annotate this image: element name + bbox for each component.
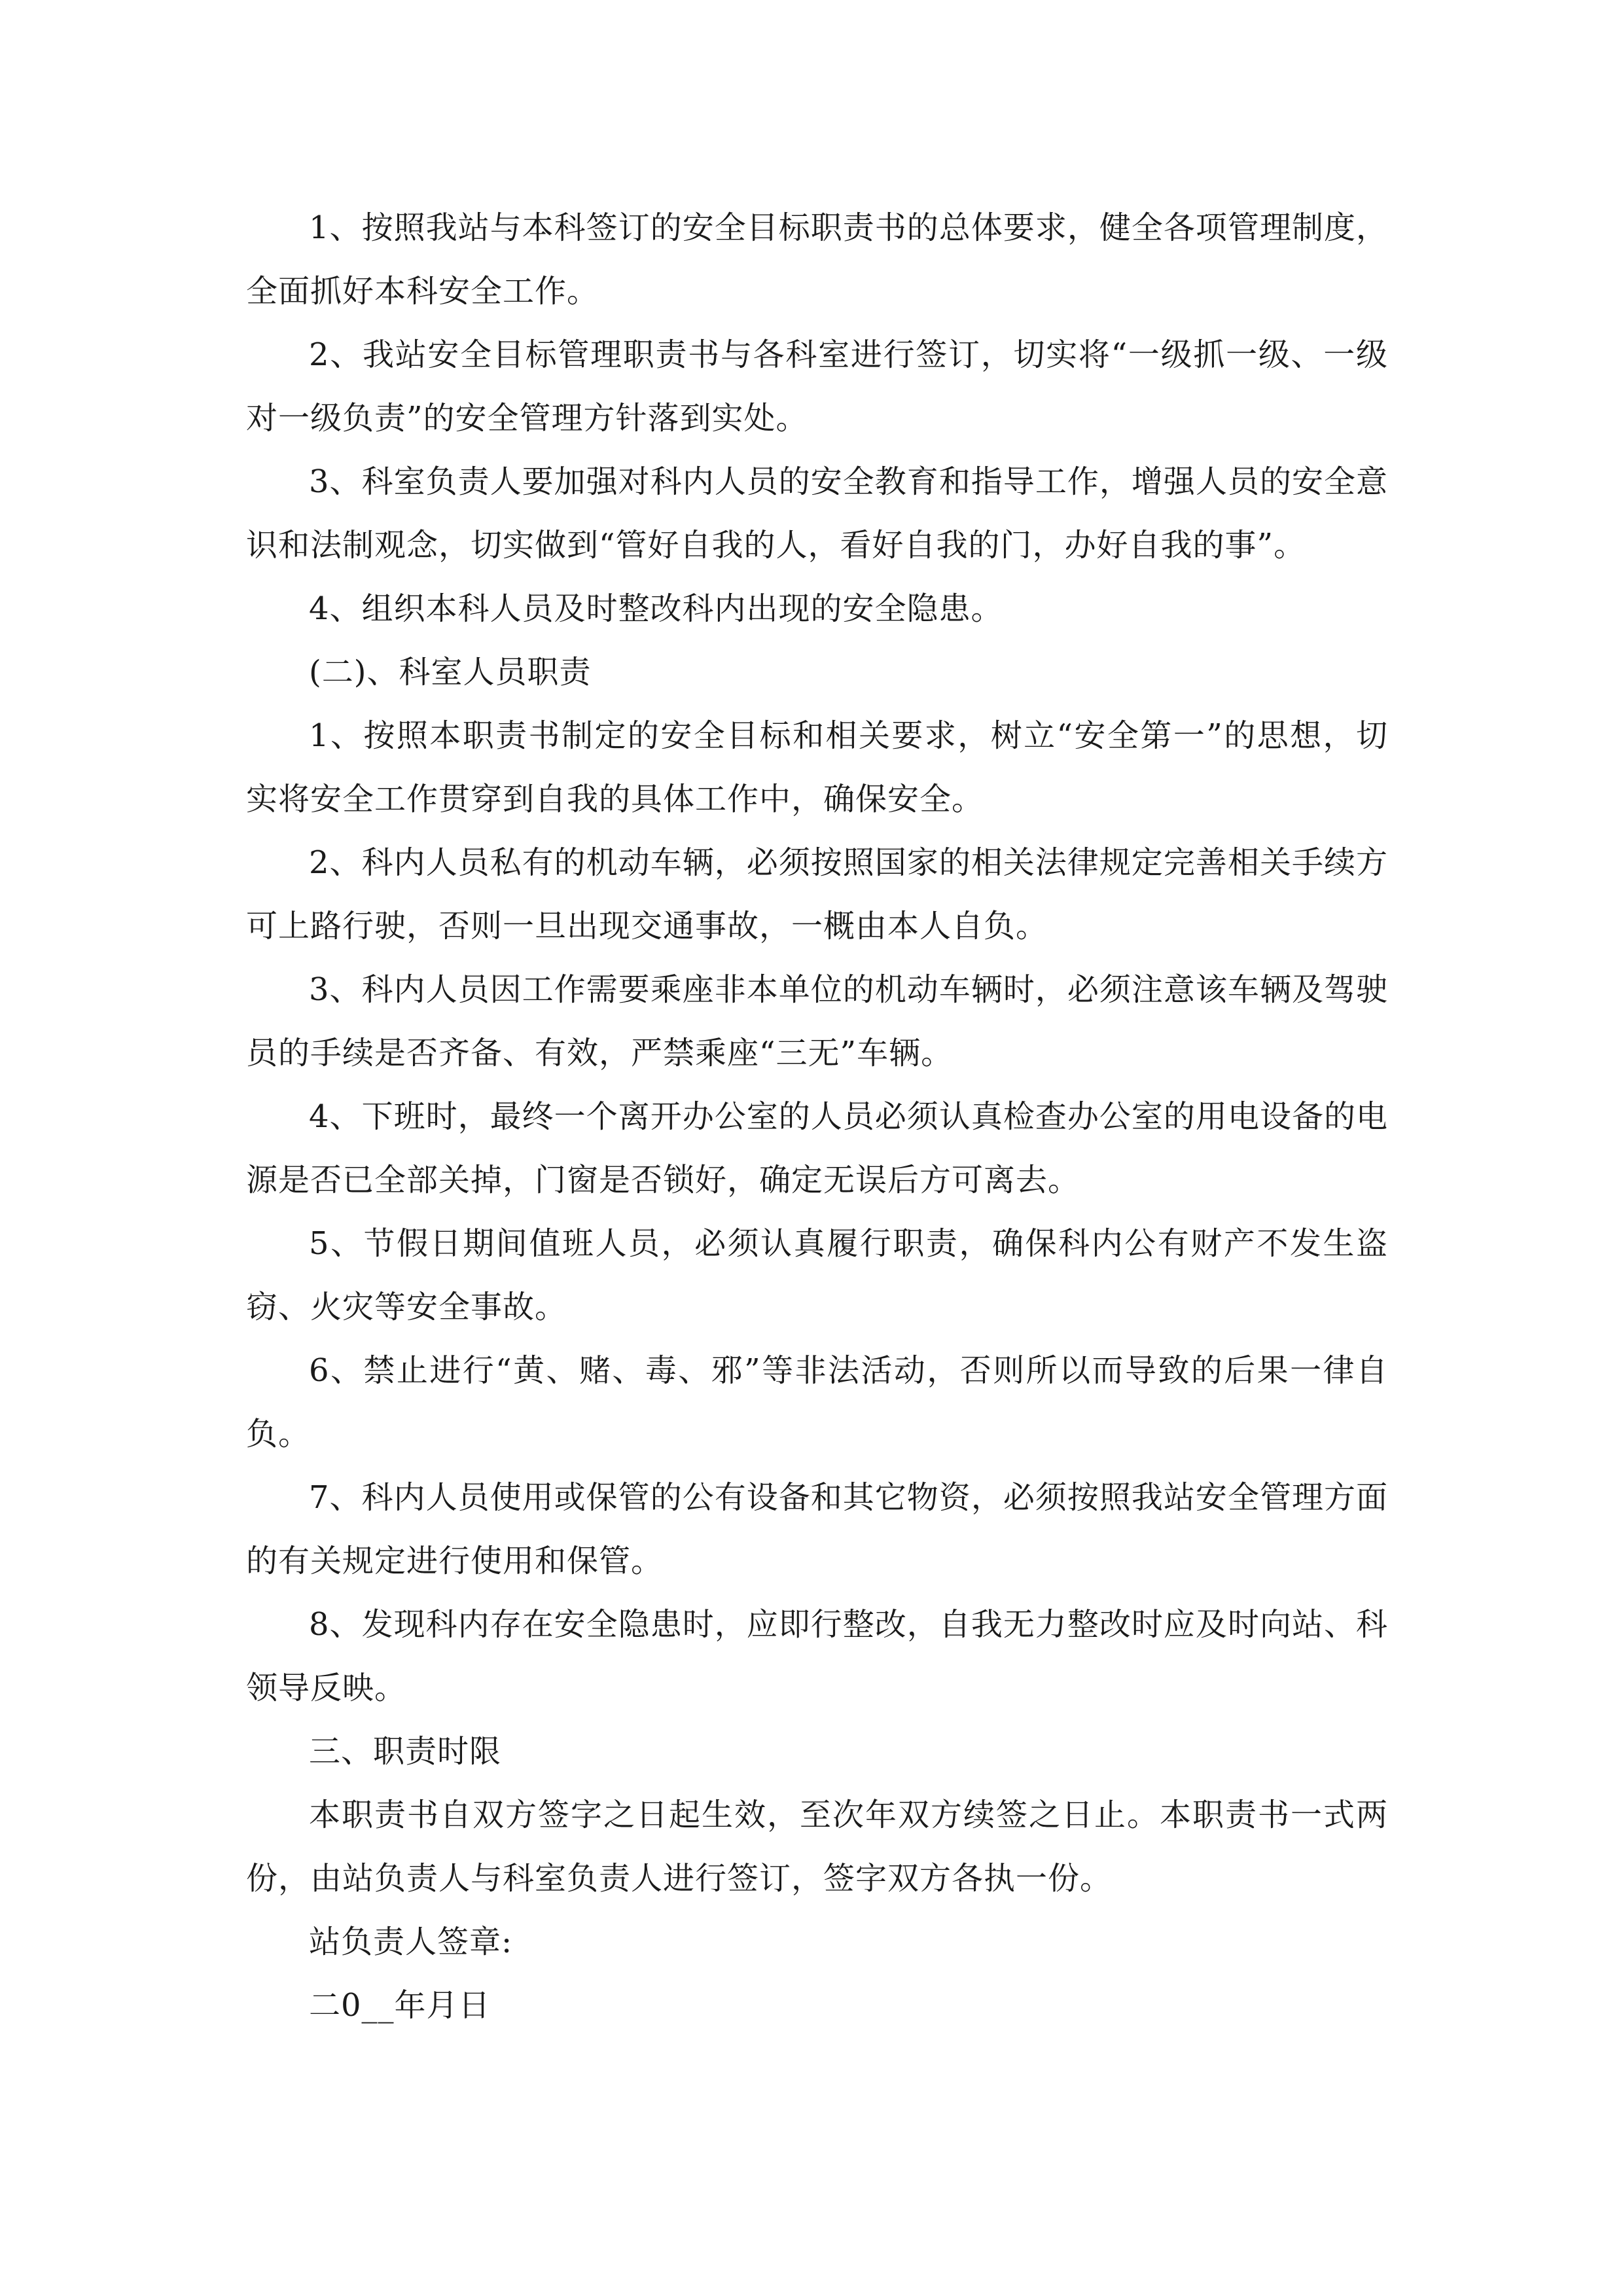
paragraph: 2、科内人员私有的机动车辆，必须按照国家的相关法律规定完善相关手续方可上路行驶，否则一旦出现交通事故，一概由本人自负。 (246, 844, 1388, 944)
date-line: 二0__年月日 (309, 1987, 491, 2024)
paragraph: 本职责书自双方签字之日起生效，至次年双方续签之日止。本职责书一式两份，由站负责人与科室负责人进行签订，签字双方各执一份。 (246, 1797, 1388, 1897)
paragraph: 5、节假日期间值班人员，必须认真履行职责，确保科内公有财产不发生盗窃、火灾等安全事故。 (246, 1225, 1388, 1325)
paragraph: 1、按照我站与本科签订的安全目标职责书的总体要求，健全各项管理制度，全面抓好本科安全工作。 (246, 209, 1388, 310)
paragraph: 8、发现科内存在安全隐患时，应即行整改，自我无力整改时应及时向站、科领导反映。 (246, 1606, 1388, 1706)
section-heading: (二)、科室人员职责 (309, 654, 592, 691)
document-body (246, 196, 1388, 2037)
paragraph: 3、科内人员因工作需要乘座非本单位的机动车辆时，必须注意该车辆及驾驶员的手续是否齐备、有效，严禁乘座“三无”车辆。 (246, 971, 1388, 1071)
paragraph: 3、科室负责人要加强对科内人员的安全教育和指导工作，增强人员的安全意识和法制观念，切实做到“管好自我的人，看好自我的门，办好自我的事”。 (246, 463, 1388, 564)
paragraph: 4、组织本科人员及时整改科内出现的安全隐患。 (309, 590, 1003, 627)
paragraph: 6、禁止进行“黄、赌、毒、邪”等非法活动，否则所以而导致的后果一律自负。 (246, 1352, 1388, 1452)
paragraph: 4、下班时，最终一个离开办公室的人员必须认真检查办公室的用电设备的电源是否已全部关掉，门窗是否锁好，确定无误后方可离去。 (246, 1098, 1388, 1198)
paragraph: 7、科内人员使用或保管的公有设备和其它物资，必须按照我站安全管理方面的有关规定进行使用和保管。 (246, 1479, 1388, 1579)
paragraph: 1、按照本职责书制定的安全目标和相关要求，树立“安全第一”的思想，切实将安全工作贯穿到自我的具体工作中，确保安全。 (246, 717, 1388, 817)
paragraph: 2、我站安全目标管理职责书与各科室进行签订，切实将“一级抓一级、一级对一级负责”的安全管理方针落到实处。 (246, 336, 1388, 437)
signature-label: 站负责人签章: (309, 1924, 513, 1960)
section-heading: 三、职责时限 (309, 1733, 502, 1770)
